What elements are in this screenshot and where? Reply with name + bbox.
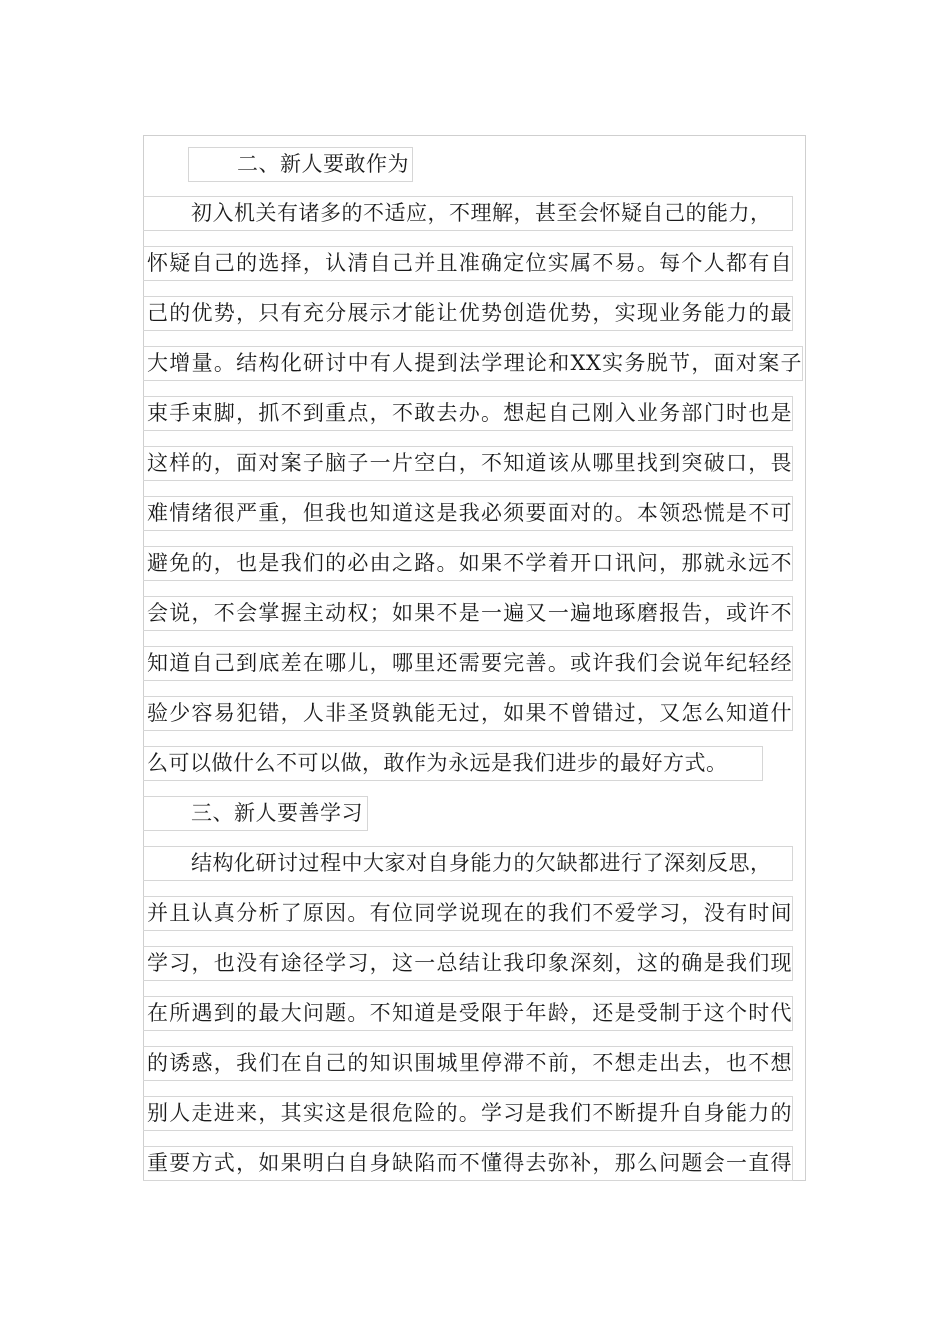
paragraph-line: 己的优势，只有充分展示才能让优势创造优势，实现业务能力的最 — [143, 296, 793, 331]
section-heading: 三、新人要善学习 — [143, 796, 368, 831]
paragraph-line: 知道自己到底差在哪儿，哪里还需要完善。或许我们会说年纪轻经 — [143, 646, 793, 681]
paragraph-line: 学习，也没有途径学习，这一总结让我印象深刻，这的确是我们现 — [143, 946, 793, 981]
paragraph-line: 在所遇到的最大问题。不知道是受限于年龄，还是受制于这个时代 — [143, 996, 793, 1031]
paragraph-line: 初入机关有诸多的不适应，不理解，甚至会怀疑自己的能力， — [143, 196, 793, 231]
paragraph-line: 难情绪很严重，但我也知道这是我必须要面对的。本领恐慌是不可 — [143, 496, 793, 531]
section-heading: 二、新人要敢作为 — [188, 147, 413, 182]
paragraph-line: 怀疑自己的选择，认清自己并且准确定位实属不易。每个人都有自 — [143, 246, 793, 281]
paragraph-line: 并且认真分析了原因。有位同学说现在的我们不爱学习，没有时间 — [143, 896, 793, 931]
paragraph-line: 这样的，面对案子脑子一片空白，不知道该从哪里找到突破口，畏 — [143, 446, 793, 481]
paragraph-line: 束手束脚，抓不到重点，不敢去办。想起自己刚入业务部门时也是 — [143, 396, 793, 431]
paragraph-line: 避免的，也是我们的必由之路。如果不学着开口讯问，那就永远不 — [143, 546, 793, 581]
paragraph-line: 结构化研讨过程中大家对自身能力的欠缺都进行了深刻反思， — [143, 846, 793, 881]
paragraph-line: 会说，不会掌握主动权；如果不是一遍又一遍地琢磨报告，或许不 — [143, 596, 793, 631]
paragraph-line: 验少容易犯错，人非圣贤孰能无过，如果不曾错过，又怎么知道什 — [143, 696, 793, 731]
paragraph-line: 别人走进来，其实这是很危险的。学习是我们不断提升自身能力的 — [143, 1096, 793, 1131]
paragraph-line: 大增量。结构化研讨中有人提到法学理论和XX实务脱节，面对案子 — [143, 346, 803, 381]
paragraph-line: 的诱惑，我们在自己的知识围城里停滞不前，不想走出去，也不想 — [143, 1046, 793, 1081]
paragraph-line: 么可以做什么不可以做，敢作为永远是我们进步的最好方式。 — [143, 746, 763, 781]
paragraph-line: 重要方式，如果明白自身缺陷而不懂得去弥补，那么问题会一直得 — [143, 1146, 793, 1181]
